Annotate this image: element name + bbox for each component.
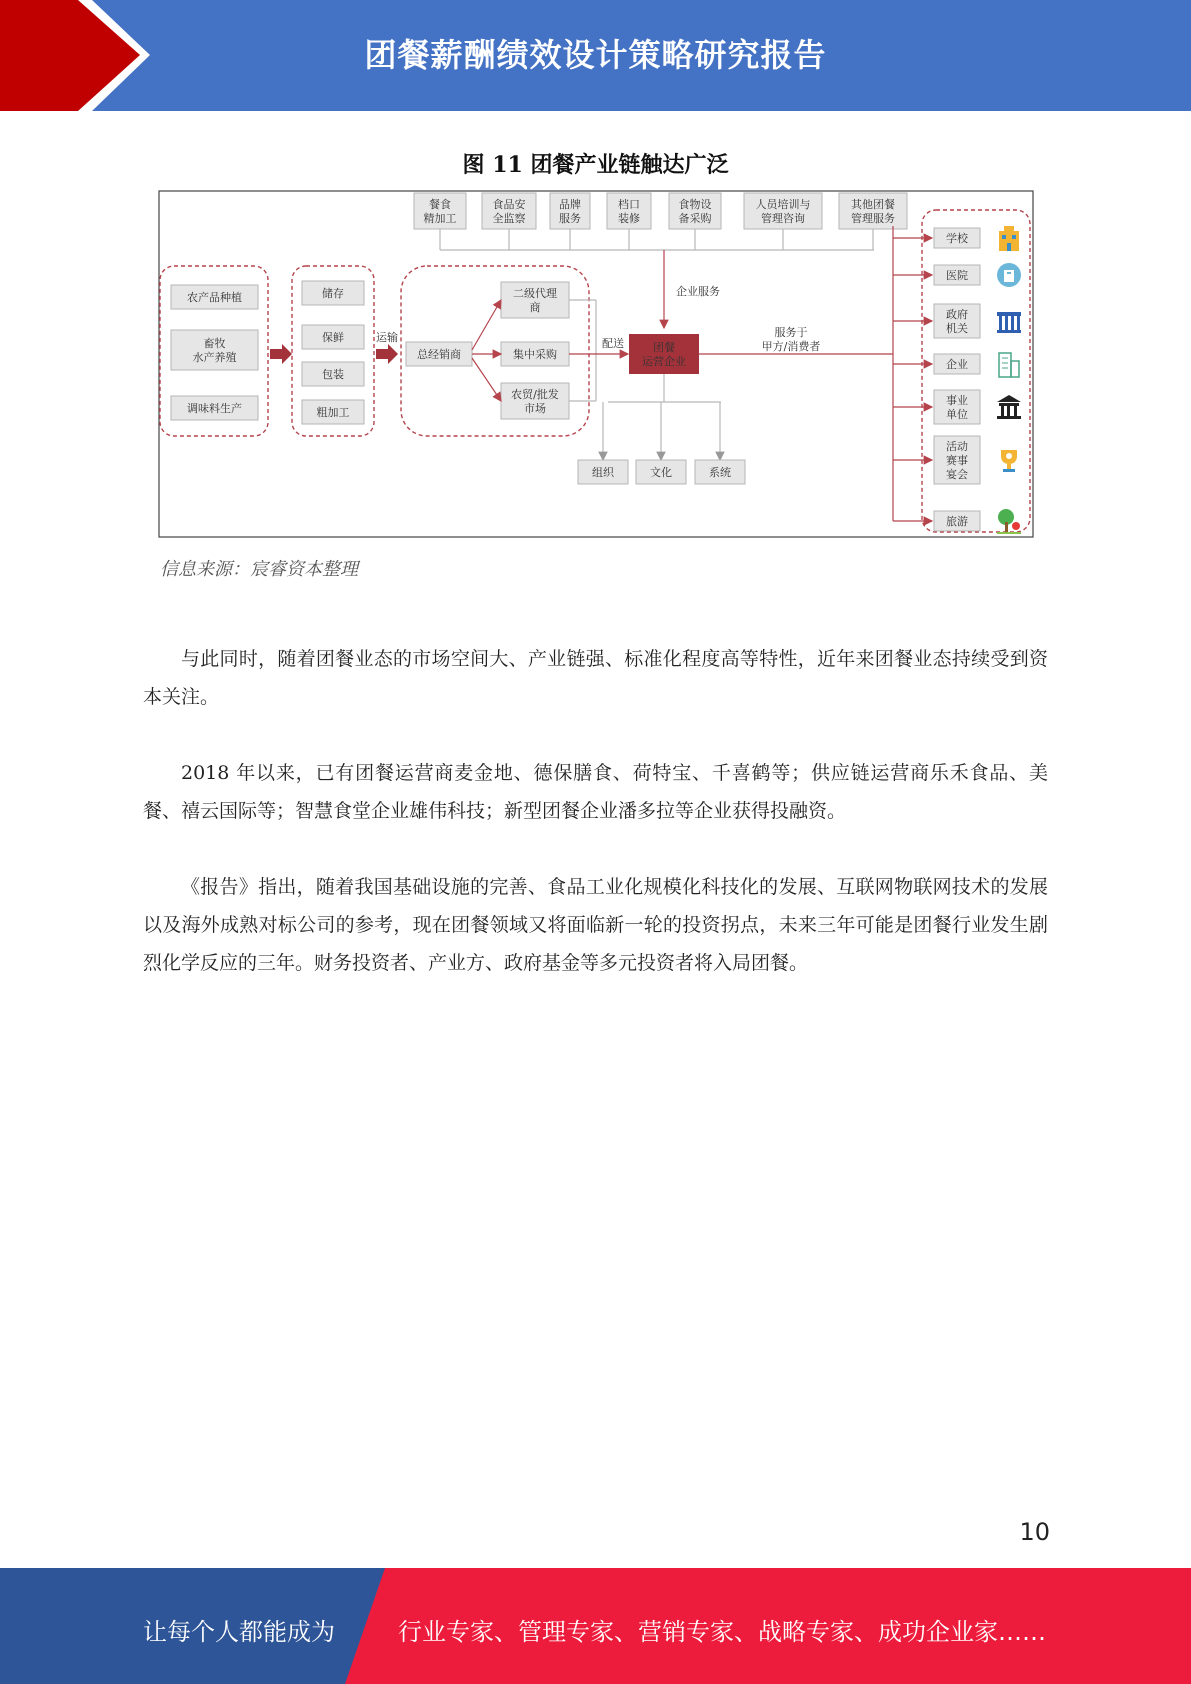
production-3-label: 调味料生产 [187,402,242,415]
serve-label: 服务于甲方/消费者 [761,326,821,353]
client-3-label: 政府机关 [946,308,968,335]
header-title: 团餐薪酬绩效设计策略研究报告 [364,36,827,74]
footer-slogan-left: 让每个人都能成为 [143,1618,335,1646]
paragraph-3: 《报告》指出，随着我国基础设施的完善、食品工业化规模化科技化的发展、互联网物联网技术的发展以及海外成熟对标公司的参考，现在团餐领域又将面临新一轮的投资拐点，未来三年可能是团餐行业发生剧烈化学反应的三年。财务投资者、产业方、政府基金等多元投资者将入局团餐。 [143,876,1048,974]
client-7-label: 旅游 [946,515,968,528]
storage-3-label: 包装 [322,368,344,381]
client-1-label: 学校 [946,232,968,245]
page-number: 10 [1019,1518,1050,1546]
page-footer [0,1568,1191,1684]
storage-1-label: 储存 [322,287,344,300]
client-4-label: 企业 [946,358,968,371]
client-2-label: 医院 [946,269,968,282]
channel-3-label: 农贸/批发市场 [511,388,559,415]
enterprise-service-label: 企业服务 [676,285,720,298]
industry-chain-diagram [158,190,1038,540]
core-enterprise-box [629,334,699,374]
production-1-label: 农产品种植 [187,291,242,304]
paragraph-2: 2018 年以来，已有团餐运营商麦金地、德保膳食、荷特宝、千喜鹤等；供应链运营商乐禾食品、美餐、禧云国际等；智慧食堂企业雄伟科技；新型团餐企业潘多拉等企业获得投融资。 [143,762,1048,822]
client-5-label: 事业单位 [946,394,968,421]
top-service-1-label: 餐食精加工 [423,198,457,225]
production-2-box [171,330,258,370]
production-2-label: 畜牧水产养殖 [192,337,237,364]
paragraph-1: 与此同时，随着团餐业态的市场空间大、产业链强、标准化程度高等特性，近年来团餐业态持续受到资本关注。 [143,648,1048,708]
figure-title: 图 11 团餐产业链触达广泛 [462,152,729,178]
storage-2-label: 保鲜 [322,331,344,344]
top-service-2-label: 食品安全监察 [492,198,526,225]
top-service-4-label: 档口装修 [618,198,640,225]
channel-2-label: 集中采购 [513,348,557,361]
delivery-label: 配送 [602,337,624,350]
client-6-label: 活动赛事宴会 [946,440,968,481]
bottom-3-label: 系统 [709,466,731,479]
distributor-label: 总经销商 [417,348,461,361]
hospital-icon [997,263,1021,287]
footer-slogan-right: 行业专家、管理专家、营销专家、战略专家、成功企业家…… [398,1618,1046,1646]
figure-source: 信息来源：宸睿资本整理 [160,559,358,580]
bottom-2-label: 文化 [650,466,672,479]
storage-4-label: 粗加工 [316,406,350,419]
top-service-7-label: 其他团餐管理服务 [851,198,895,225]
core-enterprise-label: 团餐运营企业 [642,341,686,368]
bottom-1-label: 组织 [592,466,614,479]
channel-1-label: 二级代理商 [513,287,557,314]
top-service-6-label: 人员培训与管理咨询 [755,198,811,225]
top-service-3-label: 品牌服务 [559,198,581,225]
top-service-5-label: 食物设备采购 [678,198,712,225]
transport-label: 运输 [376,331,398,344]
page-header [0,0,1191,111]
